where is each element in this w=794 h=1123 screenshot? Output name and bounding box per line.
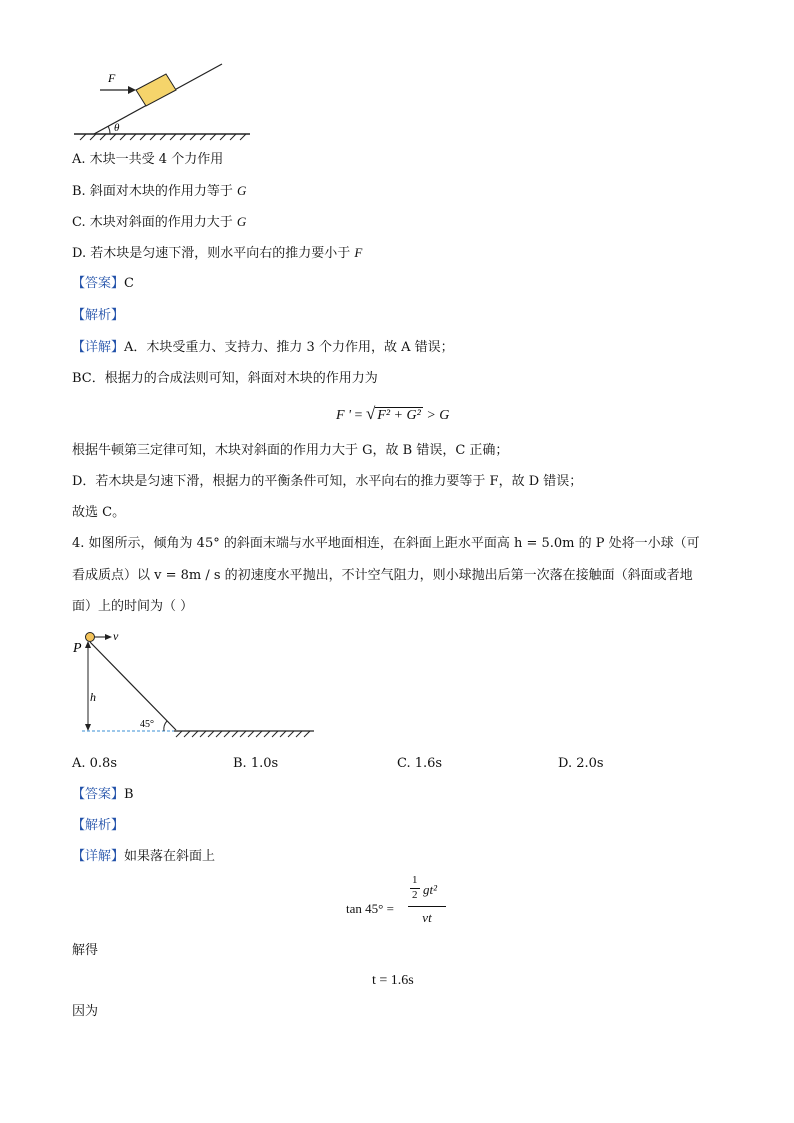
q4-analysis-tag: 【解析】 bbox=[72, 818, 125, 833]
q4-detail-1-text: 如果落在斜面上 bbox=[124, 849, 216, 864]
q4-because-label: 因为 bbox=[72, 1004, 99, 1019]
height-arrowhead-bottom bbox=[85, 724, 91, 731]
q4-option-c: C. 1.6s bbox=[397, 756, 443, 771]
q3-analysis-tag: 【解析】 bbox=[72, 308, 125, 323]
q3-detail-a bbox=[72, 339, 454, 357]
q3-option-c-var: G bbox=[236, 214, 247, 229]
point-p-label: P bbox=[73, 641, 82, 656]
q3-option-c-text: C. 木块对斜面的作用力大于 bbox=[72, 215, 237, 230]
q4-answer-value: B bbox=[124, 787, 134, 802]
q4-eq1-half-top: 1 bbox=[412, 874, 418, 886]
velocity-label: v bbox=[113, 629, 119, 643]
q3-answer bbox=[72, 275, 134, 293]
q4-eq1-half-bot: 2 bbox=[412, 889, 418, 901]
height-label: h bbox=[90, 690, 96, 704]
q4-eq1-lhs: tan 45° = bbox=[346, 901, 394, 916]
q3-eq-rhs: > G bbox=[426, 408, 450, 423]
q3-option-d bbox=[72, 244, 362, 263]
q4-eq1-numerator bbox=[408, 874, 446, 906]
ground-hatching-2 bbox=[176, 731, 310, 737]
angle-label-45: 45° bbox=[140, 719, 154, 730]
q3-conclusion: 故选 C。 bbox=[72, 505, 126, 520]
q3-option-c bbox=[72, 213, 246, 232]
q4-eq1-fraction-bar bbox=[408, 906, 446, 907]
force-arrowhead bbox=[128, 86, 136, 94]
angle-arc bbox=[108, 126, 110, 134]
q4-eq1-fraction bbox=[408, 874, 446, 926]
force-label: F bbox=[108, 71, 116, 85]
incline-block-figure bbox=[70, 60, 270, 140]
q3-option-b-text: B. 斜面对木块的作用力等于 bbox=[72, 184, 237, 199]
q4-stem-line-1: 4. 如图所示，倾角为 45° 的斜面末端与水平地面相连，在斜面上距水平面高 h = 5.0m 的 P 处将一小球（可 bbox=[72, 536, 700, 551]
q3-answer-value: C bbox=[124, 276, 134, 291]
q3-detail-a-text: A．木块受重力、支持力、推力 3 个力作用，故 A 错误； bbox=[124, 340, 454, 355]
q3-option-d-var: F bbox=[354, 245, 363, 260]
q3-newton-line: 根据牛顿第三定律可知，木块对斜面的作用力大于 G，故 B 错误，C 正确； bbox=[72, 443, 509, 458]
q4-detail-1 bbox=[72, 848, 215, 866]
q3-eq-lhs: F ' bbox=[336, 408, 352, 423]
slope-line bbox=[90, 642, 176, 730]
q3-option-d-text: D. 若木块是匀速下滑，则水平向右的推力要小于 bbox=[72, 246, 355, 261]
angle-arc-45 bbox=[164, 721, 167, 731]
q3-option-b bbox=[72, 182, 246, 201]
q4-detail-tag: 【详解】 bbox=[72, 849, 125, 864]
ball bbox=[86, 633, 95, 642]
q3-eq-radicand: F² + G² bbox=[377, 408, 421, 423]
q3-detail-tag: 【详解】 bbox=[72, 340, 125, 355]
q4-equation-2: t = 1.6s bbox=[372, 973, 414, 988]
q4-option-b: B. 1.0s bbox=[233, 756, 279, 771]
wooden-block bbox=[136, 74, 176, 106]
theta-label: θ bbox=[114, 122, 120, 134]
q4-option-a: A. 0.8s bbox=[72, 756, 117, 771]
q3-detail-bc: BC．根据力的合成法则可知，斜面对木块的作用力为 bbox=[72, 371, 378, 386]
q4-stem-line-2: 看成质点）以 v = 8m / s 的初速度水平抛出，不计空气阻力，则小球抛出后第一次落在接触面（斜面或者地 bbox=[72, 568, 693, 583]
q4-eq1-denominator: vt bbox=[422, 910, 432, 925]
q3-option-b-var: G bbox=[236, 183, 247, 198]
q3-eq-equals: = bbox=[354, 408, 366, 423]
q4-answer-tag: 【答案】 bbox=[72, 787, 125, 802]
q3-detail-d: D．若木块是匀速下滑，根据力的平衡条件可知，水平向右的推力要等于 F，故 D 错误； bbox=[72, 474, 583, 489]
q3-eq-sqrt-sign: √ bbox=[365, 404, 376, 423]
q4-equation-1 bbox=[346, 874, 456, 934]
q4-answer bbox=[72, 786, 134, 804]
q4-option-d: D. 2.0s bbox=[558, 756, 604, 771]
q3-option-a: A. 木块一共受 4 个力作用 bbox=[72, 152, 224, 167]
q3-equation bbox=[336, 404, 449, 424]
projectile-slope-figure bbox=[70, 628, 330, 738]
ground-hatching bbox=[80, 134, 246, 140]
q4-solve-label: 解得 bbox=[72, 943, 99, 958]
velocity-arrowhead bbox=[105, 634, 112, 640]
q4-eq1-gt2: gt² bbox=[423, 882, 438, 897]
q3-answer-tag: 【答案】 bbox=[72, 276, 125, 291]
q4-stem-line-3: 面）上的时间为（ ） bbox=[72, 599, 194, 614]
